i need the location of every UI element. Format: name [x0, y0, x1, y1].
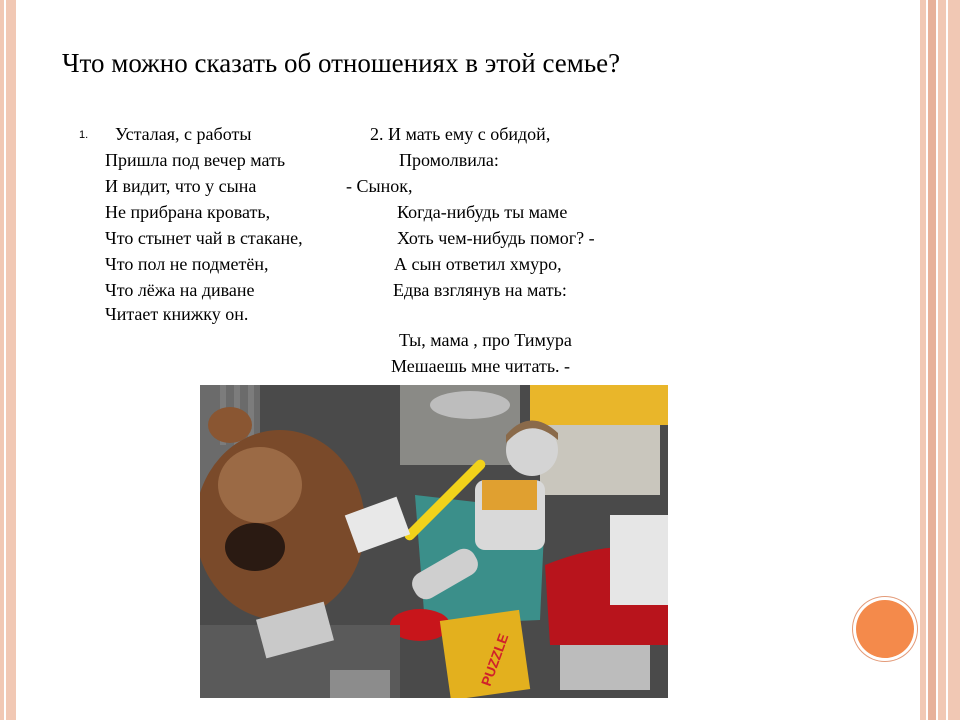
poem-line: Хоть чем-нибудь помог? -	[397, 228, 595, 248]
poem-line: Ты, мама , про Тимура	[399, 330, 572, 350]
right-decorative-rail	[918, 0, 960, 720]
poem-line: Усталая, с работы	[115, 124, 252, 144]
poem-line: Промолвила:	[399, 150, 499, 170]
poem-line: - Сынок,	[346, 176, 413, 196]
poem-line: Мешаешь мне читать. -	[391, 356, 571, 376]
poem-line: Что стынет чай в стакане,	[105, 228, 303, 248]
poem-line: Что лёжа на диване	[105, 280, 255, 300]
poem-line: И видит, что у сына	[105, 176, 257, 196]
left-decorative-rail	[0, 0, 18, 720]
orange-circle-decoration	[856, 600, 914, 658]
list-number: 1.	[79, 129, 89, 141]
poem-line: Не прибрана кровать,	[105, 202, 271, 222]
slide-title: Что можно сказать об отношениях в этой семье?	[62, 48, 621, 78]
poem-line: Читает книжку он.	[105, 304, 249, 324]
photo-boy-among-toys	[200, 385, 668, 698]
poem-line: Пришла под вечер мать	[105, 150, 286, 170]
poem-line: Что пол не подметён,	[105, 254, 269, 274]
poem-line: 2. И мать ему с обидой,	[370, 124, 551, 144]
puzzle-box-label: PUZZLE	[477, 631, 512, 689]
poem-line: А сын ответил хмуро,	[394, 254, 562, 274]
poem-line: Когда-нибудь ты маме	[397, 202, 568, 222]
poem-line: Едва взглянув на мать:	[393, 280, 567, 300]
photo-illustration	[200, 385, 668, 698]
